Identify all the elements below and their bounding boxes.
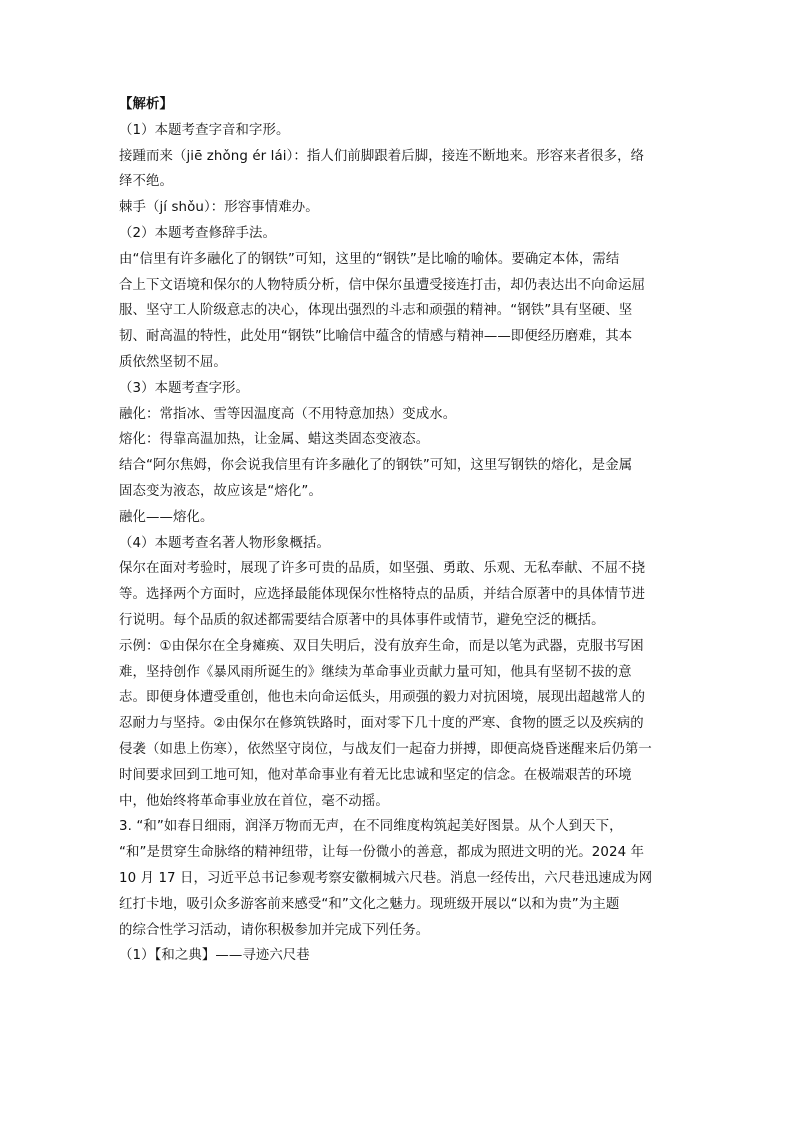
text-line: 由“信里有许多融化了的钢铁”可知，这里的“钢铁”是比喻的喻体。要确定本体，需结 [119,251,620,267]
text-line: 等。选择两个方面时，应选择最能体现保尔性格特点的品质，并结合原著中的具体情节进 [119,587,646,603]
subsection-1-heading: （1）本题考查字音和字形。 [119,122,290,138]
question-3-task-1-heading: （1）【和之典】——寻迹六尺巷 [119,948,310,964]
text-line: 韧、耐高温的特性，此处用“钢铁”比喻信中蕴含的情感与精神——即便经历磨难，其本 [119,329,633,345]
question-3-text: 3. “和”如春日细雨，润泽万物而无声，在不同维度构筑起美好图景。从个人到天下， [119,819,623,835]
text-line: 难，坚持创作《暴风雨所诞生的》继续为革命事业贡献力量可知，他具有坚韧不拔的意 [119,664,632,680]
text-line: 示例：①由保尔在全身瘫痪、双目失明后，没有放弃生命，而是以笔为武器，克服书写困 [119,638,644,654]
section-heading-analysis: 【解析】 [119,97,173,112]
text-line: 保尔在面对考验时，展现了许多可贵的品质，如坚强、勇敢、乐观、无私奉献、不屈不挠 [119,561,646,577]
text-line: 侵袭（如患上伤寒），依然坚守岗位，与战友们一起奋力拼搏，即便高烧昏迷醒来后仍第一 [119,741,652,757]
text-line: 棘手（jí shǒu）：形容事情难办。 [119,200,319,216]
document-page [119,92,679,969]
text-line: 中，他始终将革命事业放在首位，毫不动摇。 [119,793,389,809]
text-line: 的综合性学习活动，请你积极参加并完成下列任务。 [119,922,430,938]
text-line: 接踵而来（jiē zhǒng ér lái）：指人们前脚跟着后脚，接连不断地来。形容来者很多，络 [119,148,645,164]
text-line: 结合“阿尔焦姆，你会说我信里有许多融化了的钢铁”可知，这里写钢铁的熔化，是金属 [119,458,633,474]
text-line: 忍耐力与坚持。②由保尔在修筑铁路时，面对零下几十度的严寒、食物的匮乏以及疾病的 [119,716,644,732]
subsection-4-heading: （4）本题考查名著人物形象概括。 [119,535,330,551]
text-line: 绎不绝。 [119,174,173,190]
text-line: “和”是贯穿生命脉络的精神纽带，让每一份微小的善意，都成为照进文明的光。2024 年 [119,845,645,861]
text-line: 合上下文语境和保尔的人物特质分析，信中保尔虽遭受接连打击，却仍表达出不向命运屈 [119,277,646,293]
text-line: 固态变为液态，故应该是“熔化”。 [119,483,322,499]
text-line: 质依然坚韧不屈。 [119,354,227,370]
text-line: 融化：常指冰、雪等因温度高（不用特意加热）变成水。 [119,406,457,422]
text-line: 时间要求回到工地可知，他对革命事业有着无比忠诚和坚定的信念。在极端艰苦的环境 [119,767,632,783]
text-line: 行说明。每个品质的叙述都需要结合原著中的具体事件或情节，避免空泛的概括。 [119,612,605,628]
subsection-3-heading: （3）本题考查字形。 [119,380,250,396]
text-line: 融化——熔化。 [119,509,214,525]
text-line: 熔化：得靠高温加热，让金属、蜡这类固态变液态。 [119,432,430,448]
text-line: 红打卡地，吸引众多游客前来感受“和”文化之魅力。现班级开展以“以和为贵”为主题 [119,896,620,912]
subsection-2-heading: （2）本题考查修辞手法。 [119,225,277,241]
text-line: 志。即便身体遭受重创，他也未向命运低头，用顽强的毅力对抗困境，展现出超越常人的 [119,690,646,706]
text-line: 服、坚守工人阶级意志的决心，体现出强烈的斗志和顽强的精神。“钢铁”具有坚硬、坚 [119,303,633,319]
text-line: 10 月 17 日，习近平总书记参观考察安徽桐城六尺巷。消息一经传出，六尺巷迅速成为网 [119,870,653,886]
